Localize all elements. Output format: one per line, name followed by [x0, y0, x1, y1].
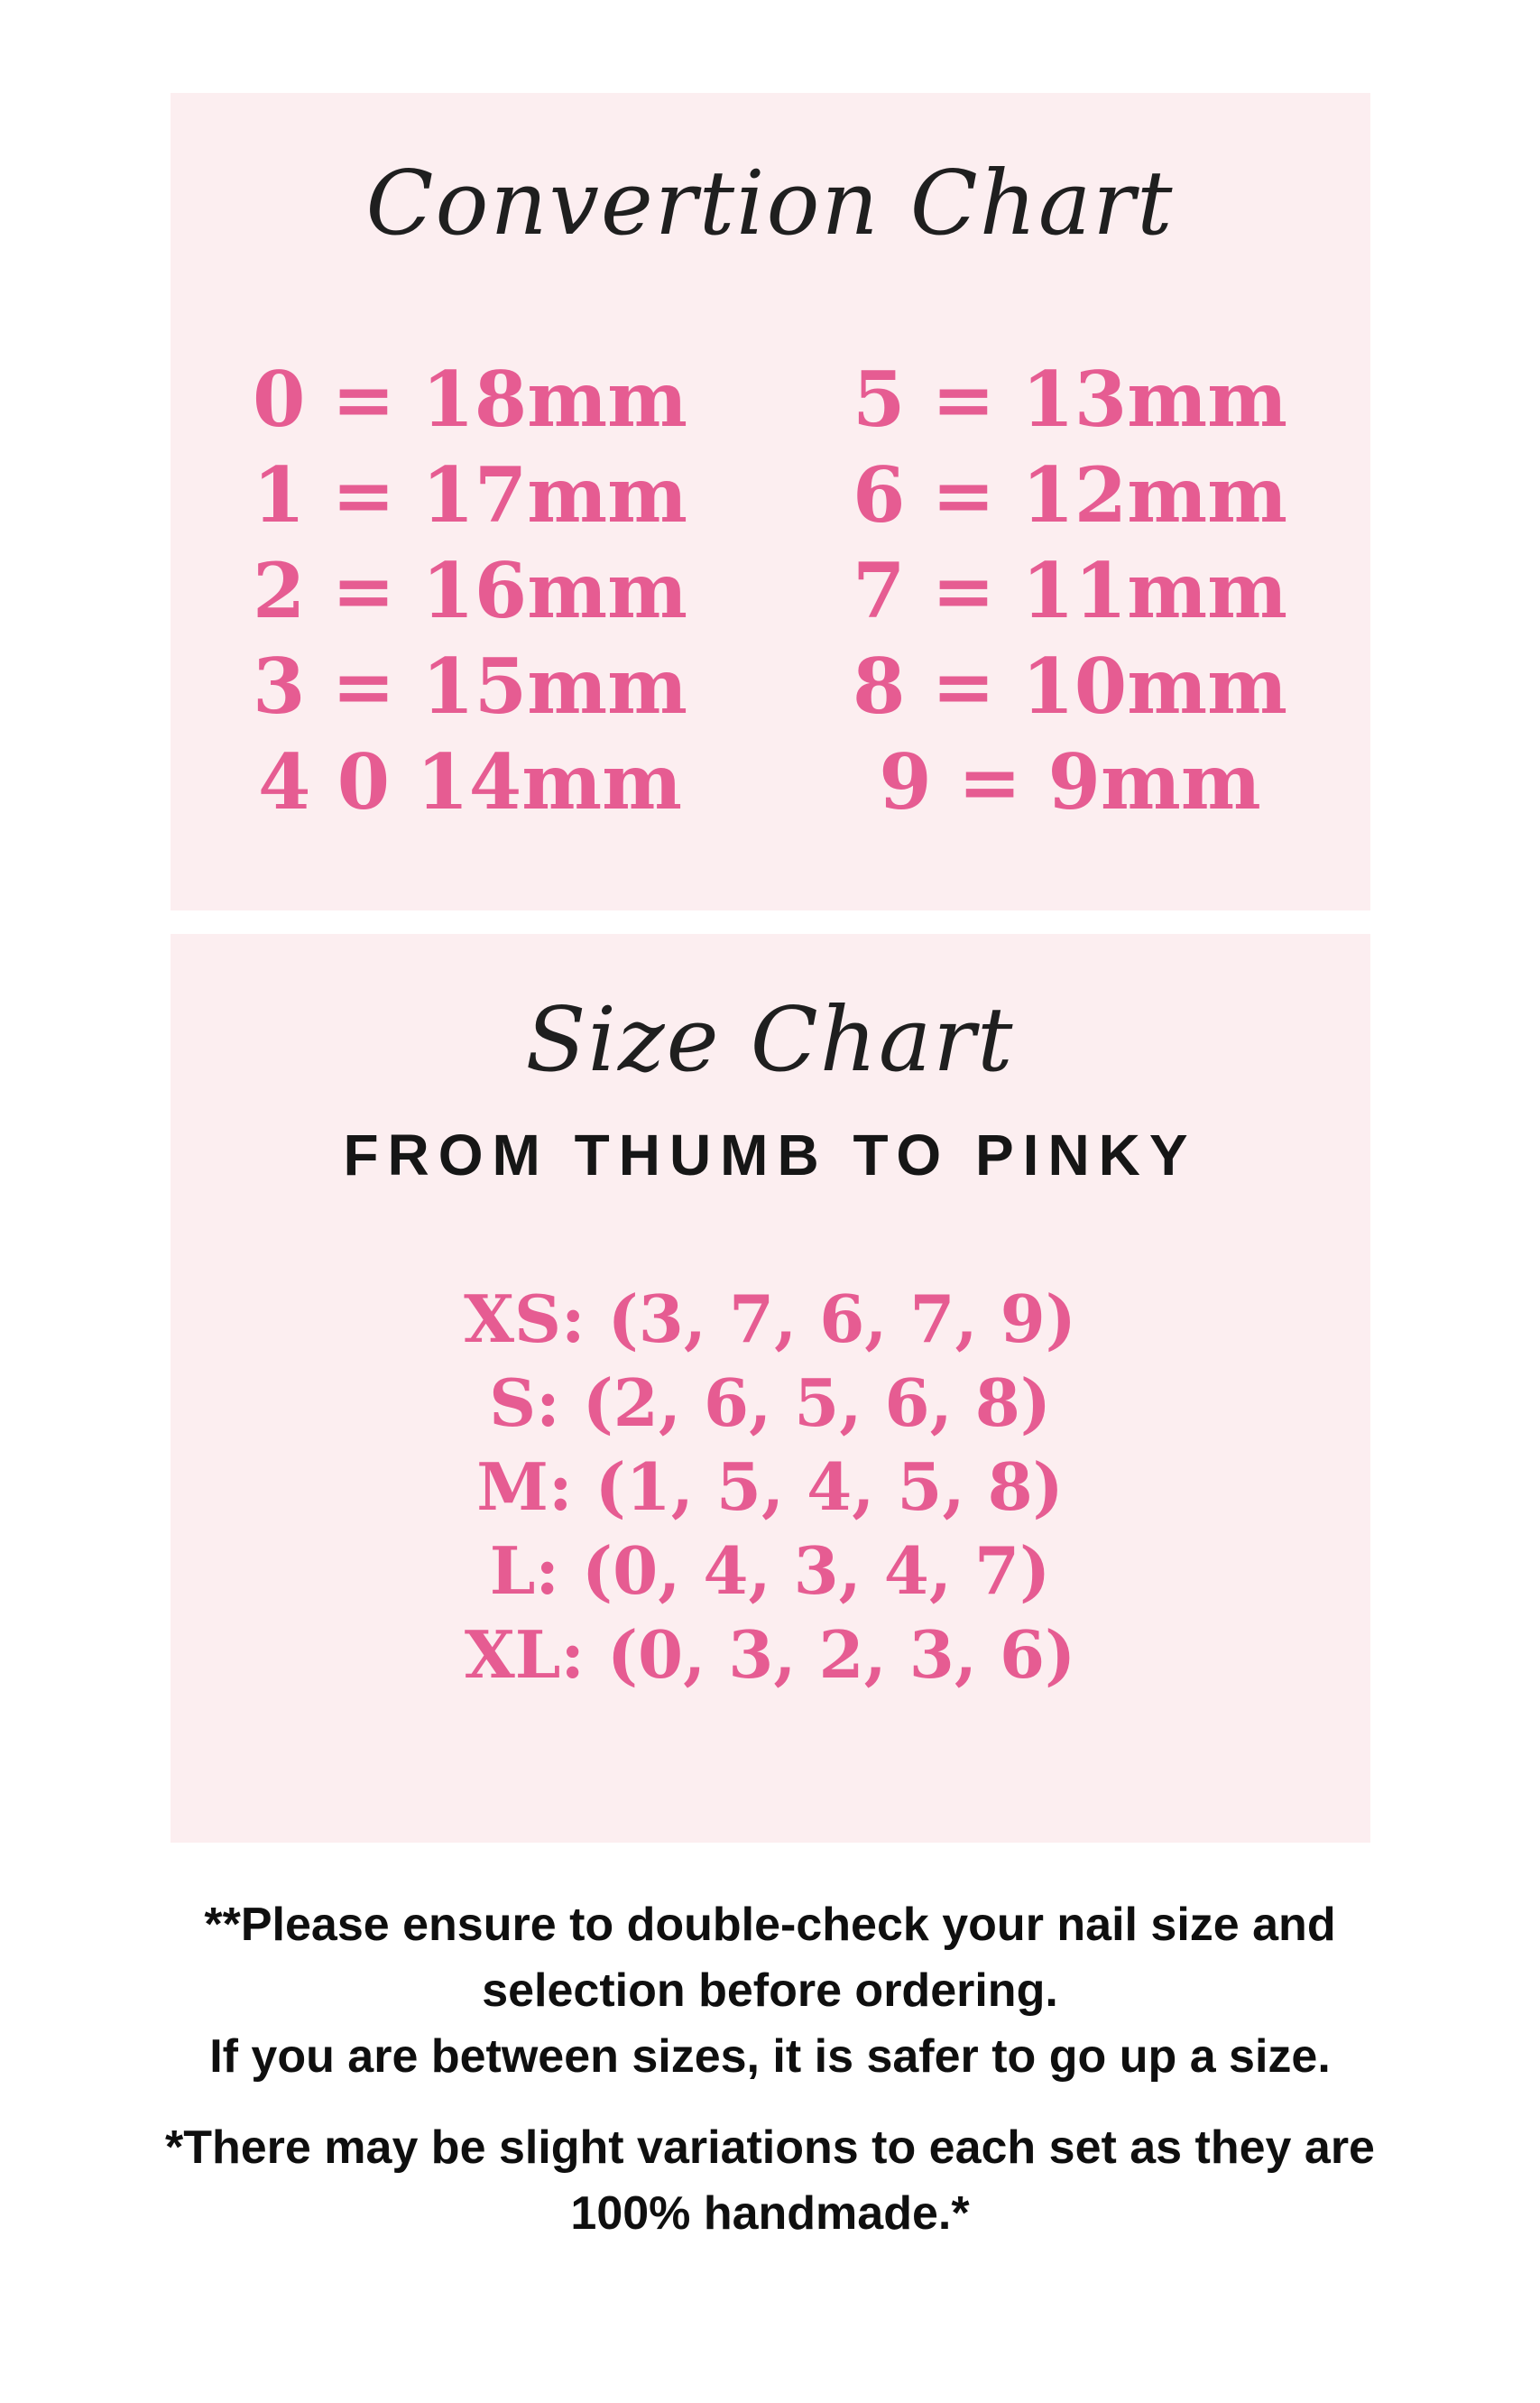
conversion-chart-title: Convertion Chart — [365, 152, 1175, 255]
ordering-note-line-2: selection before ordering. — [482, 1964, 1058, 2017]
handmade-note-line-2: 100% handmade.* — [570, 2187, 970, 2240]
conversion-row-9: 9 = 9mm — [879, 737, 1261, 827]
conversion-row-0: 0 = 18mm — [253, 355, 687, 444]
size-row-m: M: (1, 5, 4, 5, 8) — [476, 1448, 1064, 1525]
size-chart-panel — [171, 934, 1370, 1843]
ordering-note-line-1: **Please ensure to double-check your nail size and — [204, 1899, 1336, 1951]
size-chart-title: Size Chart — [525, 989, 1015, 1092]
conversion-row-3: 3 = 15mm — [253, 642, 687, 731]
ordering-note-line-3: If you are between sizes, it is safer to go up a size. — [209, 2030, 1331, 2083]
conversion-row-6: 6 = 12mm — [853, 450, 1287, 540]
conversion-left-column — [171, 352, 770, 830]
ordering-note — [22, 1892, 1519, 2090]
footer-notes — [0, 1892, 1540, 2247]
size-row-s: S: (2, 6, 5, 6, 8) — [489, 1364, 1051, 1441]
handmade-note-line-1: *There may be slight variations to each set as they are — [165, 2121, 1375, 2174]
conversion-row-1: 1 = 17mm — [253, 450, 687, 540]
conversion-right-column — [770, 352, 1370, 830]
conversion-columns — [171, 352, 1370, 830]
conversion-chart-panel — [171, 93, 1370, 910]
size-row-l: L: (0, 4, 3, 4, 7) — [489, 1532, 1051, 1609]
size-chart-rows — [171, 1277, 1370, 1696]
size-chart-subtitle: FROM THUMB TO PINKY — [343, 1123, 1197, 1188]
conversion-row-7: 7 = 11mm — [853, 546, 1287, 635]
size-row-xl: XL: (0, 3, 2, 3, 6) — [464, 1616, 1076, 1693]
size-row-xs: XS: (3, 7, 6, 7, 9) — [464, 1280, 1076, 1357]
conversion-row-8: 8 = 10mm — [853, 642, 1287, 731]
handmade-note — [22, 2115, 1519, 2247]
conversion-row-2: 2 = 16mm — [253, 546, 687, 635]
nail-size-guide-graphic — [0, 93, 1540, 2403]
conversion-row-5: 5 = 13mm — [853, 355, 1287, 444]
conversion-row-4: 4 0 14mm — [257, 737, 683, 827]
